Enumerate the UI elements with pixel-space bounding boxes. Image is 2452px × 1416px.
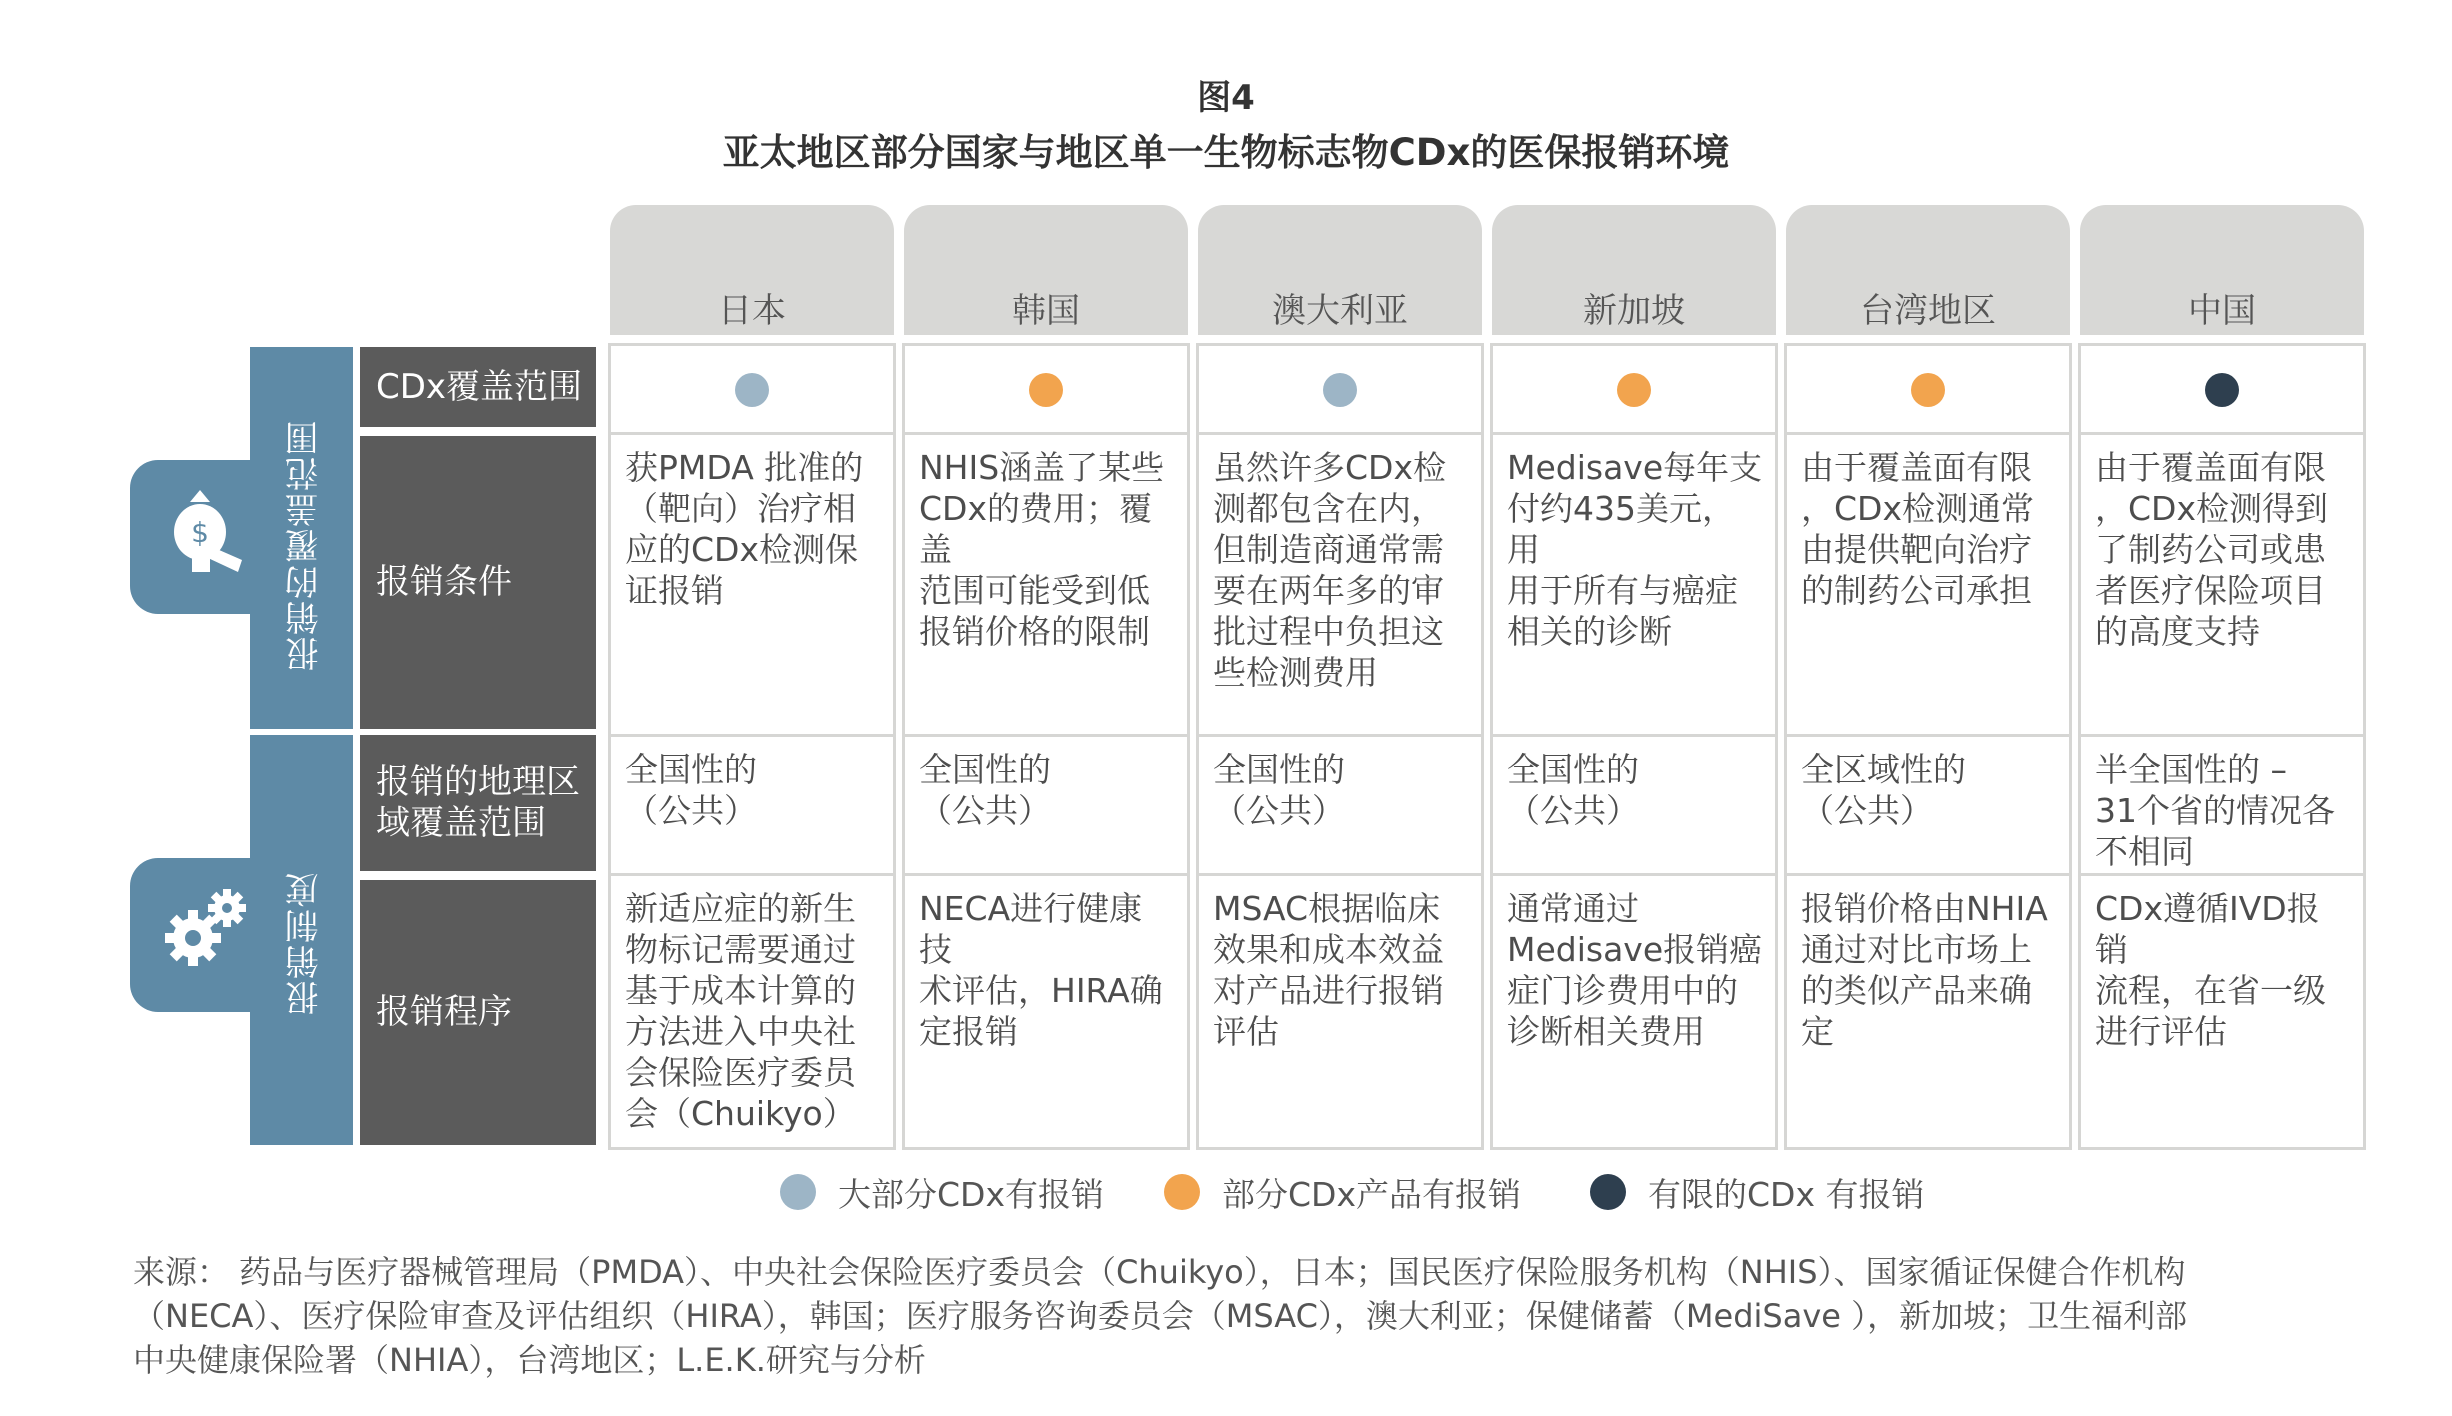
column-header-japan	[610, 205, 894, 335]
conditions-cell	[902, 432, 1190, 737]
coverage-dot-partial	[1029, 373, 1063, 407]
procedure-text: 通常通过 Medisave报销癌 症门诊费用中的 诊断相关费用	[1507, 889, 1763, 1051]
coverage-dot-most	[735, 373, 769, 407]
column-header-china	[2080, 205, 2364, 335]
coverage-cell	[902, 343, 1190, 435]
legend-dot-partial	[1164, 1174, 1200, 1210]
geography-text: 全国性的 （公共）	[1507, 750, 1639, 830]
conditions-text: NHIS涵盖了某些 CDx的费用；覆盖 范围可能受到低 报销价格的限制	[919, 448, 1165, 651]
figure-title: 亚太地区部分国家与地区单一生物标志物CDx的医保报销环境	[722, 131, 1730, 174]
coverage-dot-limited	[2205, 373, 2239, 407]
column-header-korea	[904, 205, 1188, 335]
legend-label: 部分CDx产品有报销	[1222, 1174, 1521, 1214]
geography-cell	[902, 734, 1190, 876]
conditions-text: Medisave每年支 付约435美元，用 用于所有与癌症 相关的诊断	[1507, 448, 1763, 651]
legend-dot-limited	[1590, 1174, 1626, 1210]
coverage-section-bar	[250, 347, 353, 729]
legend-item-partial	[1164, 1170, 1521, 1214]
coverage-cell	[608, 343, 896, 435]
gears-icon	[155, 880, 255, 980]
svg-text:$: $	[191, 516, 209, 549]
column-name: 台湾地区	[1860, 291, 1996, 331]
procedure-text: 报销价格由NHIA 通过对比市场上 的类似产品来确 定	[1801, 889, 2048, 1051]
procedure-cell	[2078, 873, 2366, 1150]
coverage-dot-partial	[1617, 373, 1651, 407]
procedure-text: CDx遵循IVD报销 流程，在省一级 进行评估	[2095, 889, 2326, 1051]
source-note: 来源： 药品与医疗器械管理局（PMDA）、中央社会保险医疗委员会（Chuikyo），日本；国民医疗保险服务机构（NHIS）、国家循证保健合作机构 （NECA）、医疗保险审查及评估组织（HIRA），韩国；医疗服务咨询委员会（MSAC），澳大利亚；保健储蓄（MediSave ），新加坡；卫生福利部 中央健康保险署（NHIA），台湾地区；L.E.K.研究与分析	[133, 1253, 2188, 1379]
row-label-coverage: CDx覆盖范围	[360, 347, 596, 427]
geography-text: 全国性的 （公共）	[625, 750, 757, 830]
row-label-conditions: 报销条件	[360, 436, 596, 729]
geography-cell	[1784, 734, 2072, 876]
procedure-cell	[902, 873, 1190, 1150]
column-name: 新加坡	[1583, 291, 1685, 331]
procedure-cell	[1490, 873, 1778, 1150]
coverage-cell	[1490, 343, 1778, 435]
legend-label: 有限的CDx 有报销	[1648, 1174, 1925, 1214]
legend-item-limited	[1590, 1170, 1924, 1214]
conditions-cell	[608, 432, 896, 737]
coverage-cell	[1784, 343, 2072, 435]
figure-number: 图4	[1197, 78, 1255, 118]
conditions-cell	[1784, 432, 2072, 737]
coverage-dot-most	[1323, 373, 1357, 407]
geography-text: 全区域性的 （公共）	[1801, 750, 1966, 830]
procedure-cell	[1196, 873, 1484, 1150]
column-header-australia	[1198, 205, 1482, 335]
conditions-cell	[1490, 432, 1778, 737]
system-section-bar	[250, 735, 353, 1145]
column-name: 中国	[2188, 291, 2256, 331]
geography-cell	[608, 734, 896, 876]
conditions-cell	[2078, 432, 2366, 737]
geography-text: 全国性的 （公共）	[1213, 750, 1345, 830]
coverage-section-label: 报销的覆盖范围	[285, 419, 325, 671]
coverage-cell	[1196, 343, 1484, 435]
geography-cell	[2078, 734, 2366, 876]
geography-cell	[1490, 734, 1778, 876]
procedure-cell	[1784, 873, 2072, 1150]
system-section-label: 报销制度	[285, 871, 325, 1015]
conditions-text: 虽然许多CDx检 测都包含在内， 但制造商通常需 要在两年多的审 批过程中负担这 些检测费用	[1213, 448, 1446, 692]
conditions-cell	[1196, 432, 1484, 737]
row-label-procedure: 报销程序	[360, 880, 596, 1145]
coverage-cell	[2078, 343, 2366, 435]
coverage-dot-partial	[1911, 373, 1945, 407]
legend-item-most	[780, 1170, 1104, 1214]
conditions-text: 获PMDA 批准的 （靶向）治疗相 应的CDx检测保 证报销	[625, 448, 864, 610]
legend-dot-most	[780, 1174, 816, 1210]
procedure-text: 新适应症的新生 物标记需要通过 基于成本计算的 方法进入中央社 会保险医疗委员 会（Chuikyo）	[625, 889, 856, 1133]
conditions-text: 由于覆盖面有限 ，CDx检测得到 了制药公司或患 者医疗保险项目 的高度支持	[2095, 448, 2328, 651]
procedure-text: MSAC根据临床 效果和成本效益 对产品进行报销 评估	[1213, 889, 1444, 1051]
row-label-geography: 报销的地理区 域覆盖范围	[360, 735, 596, 871]
procedure-text: NECA进行健康技 术评估，HIRA确 定报销	[919, 889, 1163, 1051]
geography-text: 全国性的 （公共）	[919, 750, 1051, 830]
column-name: 日本	[718, 291, 786, 331]
column-header-singapore	[1492, 205, 1776, 335]
column-header-taiwan	[1786, 205, 2070, 335]
money-bag-hand-icon	[152, 482, 252, 582]
column-name: 韩国	[1012, 291, 1080, 331]
column-name: 澳大利亚	[1272, 291, 1408, 331]
geography-cell	[1196, 734, 1484, 876]
geography-text: 半全国性的 – 31个省的情况各 不相同	[2095, 750, 2335, 871]
conditions-text: 由于覆盖面有限 ，CDx检测通常 由提供靶向治疗 的制药公司承担	[1801, 448, 2034, 610]
legend-label: 大部分CDx有报销	[838, 1174, 1104, 1214]
procedure-cell	[608, 873, 896, 1150]
